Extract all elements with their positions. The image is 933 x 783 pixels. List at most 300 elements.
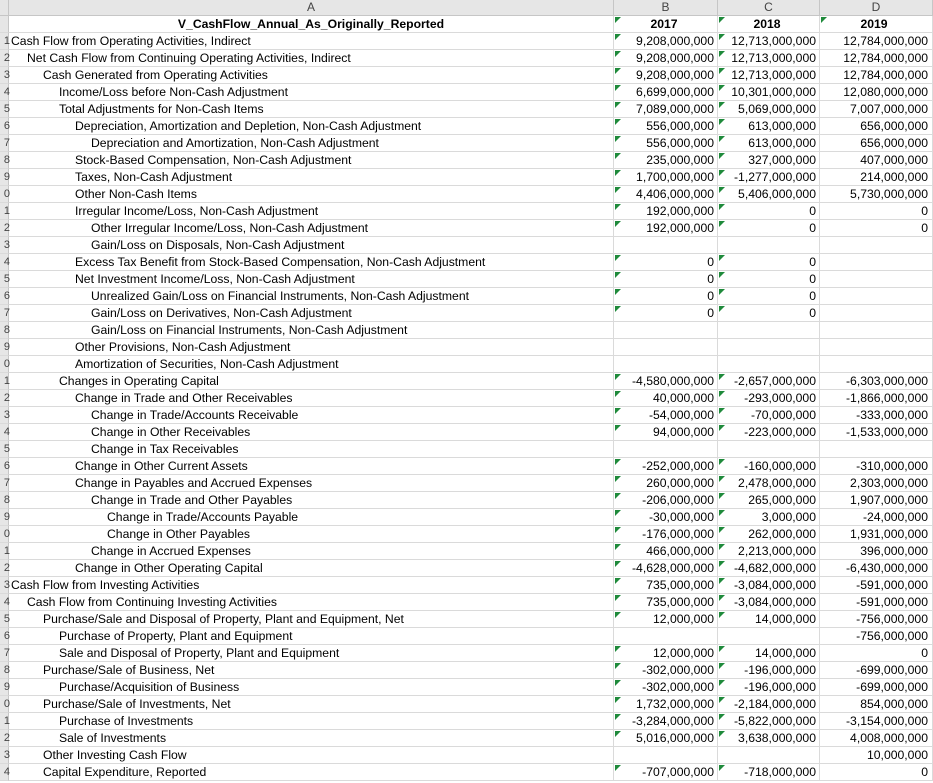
cell-2018-value: 0 <box>809 306 816 320</box>
row-header[interactable] <box>0 475 9 492</box>
number-as-text-indicator-icon <box>615 544 621 550</box>
cell-label[interactable] <box>9 730 614 746</box>
cell-2019[interactable] <box>820 339 933 355</box>
cell-2018[interactable] <box>718 203 820 219</box>
cell-2019[interactable] <box>820 84 933 100</box>
cell-2017[interactable] <box>614 407 718 423</box>
cell-2018[interactable] <box>718 67 820 83</box>
cell-label[interactable] <box>9 152 614 168</box>
cell-2019[interactable] <box>820 220 933 236</box>
row-header[interactable] <box>0 118 9 135</box>
number-as-text-indicator-icon <box>615 425 621 431</box>
cell-2018[interactable] <box>718 526 820 542</box>
cell-2017[interactable] <box>614 186 718 202</box>
row-header[interactable] <box>0 135 9 152</box>
cell-2017[interactable] <box>614 713 718 729</box>
row-header[interactable] <box>0 543 9 560</box>
cell-2019[interactable] <box>820 730 933 746</box>
row-header[interactable] <box>0 373 9 390</box>
cell-2018[interactable] <box>718 339 820 355</box>
cell-2018[interactable] <box>718 288 820 304</box>
row-header[interactable] <box>0 237 9 254</box>
cell-2017[interactable] <box>614 747 718 763</box>
cell-label-value: Gain/Loss on Derivatives, Non-Cash Adjustment <box>91 306 352 320</box>
row-header[interactable] <box>0 696 9 713</box>
row-header[interactable] <box>0 322 9 339</box>
cell-2017[interactable] <box>614 628 718 644</box>
cell-2017[interactable] <box>614 492 718 508</box>
cell-2017[interactable] <box>614 135 718 151</box>
table-row <box>9 594 933 611</box>
row-header[interactable] <box>0 16 9 33</box>
cell-2017[interactable] <box>614 390 718 406</box>
row-header[interactable] <box>0 339 9 356</box>
cell-label[interactable] <box>9 322 614 338</box>
cell-year-2017[interactable] <box>614 16 718 32</box>
cell-label[interactable] <box>9 679 614 695</box>
cell-2019[interactable] <box>820 407 933 423</box>
row-header[interactable] <box>0 101 9 118</box>
table-row <box>9 730 933 747</box>
cell-2017[interactable] <box>614 254 718 270</box>
cell-2017[interactable] <box>614 458 718 474</box>
cell-2019-value: -6,430,000,000 <box>846 561 928 575</box>
cell-2018-value: 14,000,000 <box>755 646 816 660</box>
row-header[interactable] <box>0 509 9 526</box>
cell-2017[interactable] <box>614 237 718 253</box>
cell-2017[interactable] <box>614 339 718 355</box>
row-header[interactable] <box>0 458 9 475</box>
row-header[interactable] <box>0 441 9 458</box>
cell-2018-value: 0 <box>809 221 816 235</box>
cell-label[interactable] <box>9 611 614 627</box>
cell-2017[interactable] <box>614 220 718 236</box>
cell-2018[interactable] <box>718 254 820 270</box>
cell-2018-value: 0 <box>809 272 816 286</box>
row-header[interactable] <box>0 220 9 237</box>
cell-2018[interactable] <box>718 662 820 678</box>
cell-2019[interactable] <box>820 747 933 763</box>
cell-2018[interactable] <box>718 713 820 729</box>
number-as-text-indicator-icon <box>615 34 621 40</box>
cell-label[interactable] <box>9 713 614 729</box>
cell-label[interactable] <box>9 288 614 304</box>
cell-label-value: Amortization of Securities, Non-Cash Adjustment <box>75 357 339 371</box>
cell-year-2018[interactable] <box>718 16 820 32</box>
cell-2018[interactable] <box>718 492 820 508</box>
cell-2017[interactable] <box>614 305 718 321</box>
cell-2018[interactable] <box>718 50 820 66</box>
number-as-text-indicator-icon <box>615 476 621 482</box>
cell-2019[interactable] <box>820 373 933 389</box>
cell-2017-value: 0 <box>707 272 714 286</box>
row-number: 1 <box>3 715 10 727</box>
cell-2018[interactable] <box>718 543 820 559</box>
cell-label[interactable] <box>9 560 614 576</box>
number-as-text-indicator-icon <box>615 68 621 74</box>
row-number: 9 <box>3 511 10 523</box>
cell-label[interactable] <box>9 33 614 49</box>
number-as-text-indicator-icon <box>615 697 621 703</box>
cell-2017[interactable] <box>614 764 718 780</box>
cell-2018[interactable] <box>718 747 820 763</box>
cell-2018-value: 5,069,000,000 <box>738 102 816 116</box>
row-header[interactable] <box>0 764 9 781</box>
cell-2018[interactable] <box>718 305 820 321</box>
cell-2019[interactable] <box>820 662 933 678</box>
cell-2019[interactable] <box>820 475 933 491</box>
row-header[interactable] <box>0 152 9 169</box>
cell-2018[interactable] <box>718 101 820 117</box>
cell-2019[interactable] <box>820 526 933 542</box>
cell-label[interactable] <box>9 407 614 423</box>
row-header[interactable] <box>0 662 9 679</box>
cell-2019[interactable] <box>820 356 933 372</box>
cell-2018[interactable] <box>718 84 820 100</box>
cell-2018[interactable] <box>718 611 820 627</box>
cell-2017-value: 735,000,000 <box>646 595 714 609</box>
row-number: 6 <box>3 460 10 472</box>
row-header[interactable] <box>0 271 9 288</box>
cell-label[interactable] <box>9 305 614 321</box>
cell-2018[interactable] <box>718 322 820 338</box>
table-row <box>9 50 933 67</box>
cell-label[interactable] <box>9 237 614 253</box>
cell-2019[interactable] <box>820 577 933 593</box>
cell-year-2019[interactable] <box>820 16 933 32</box>
cell-2018-value: -718,000,000 <box>744 765 816 779</box>
number-as-text-indicator-icon <box>719 425 725 431</box>
cell-label[interactable] <box>9 135 614 151</box>
cell-2018[interactable] <box>718 271 820 287</box>
cell-2019[interactable] <box>820 594 933 610</box>
row-header[interactable] <box>0 390 9 407</box>
cell-2017-value: 94,000,000 <box>653 425 714 439</box>
cell-label-value: Cash Flow from Operating Activities, Indirect <box>11 34 251 48</box>
cell-label[interactable] <box>9 662 614 678</box>
cell-2017[interactable] <box>614 152 718 168</box>
cell-2017-value: 0 <box>707 255 714 269</box>
cell-2019-value: 656,000,000 <box>860 119 928 133</box>
row-number: 5 <box>3 103 10 115</box>
row-header[interactable] <box>0 713 9 730</box>
row-number: 1 <box>3 35 10 47</box>
cell-2019[interactable] <box>820 101 933 117</box>
cell-2017[interactable] <box>614 662 718 678</box>
column-header-a[interactable]: A <box>9 0 614 16</box>
cell-2017[interactable] <box>614 509 718 525</box>
cell-2018[interactable] <box>718 33 820 49</box>
cell-2019[interactable] <box>820 543 933 559</box>
row-number: 1 <box>3 375 10 387</box>
row-header[interactable] <box>0 730 9 747</box>
cell-2017[interactable] <box>614 356 718 372</box>
cell-2017-value: 9,208,000,000 <box>636 51 714 65</box>
cell-2019[interactable] <box>820 764 933 780</box>
cell-2018[interactable] <box>718 458 820 474</box>
cell-2018[interactable] <box>718 628 820 644</box>
cell-2017[interactable] <box>614 84 718 100</box>
cell-label[interactable] <box>9 594 614 610</box>
cell-2018[interactable] <box>718 696 820 712</box>
row-header[interactable] <box>0 407 9 424</box>
row-header[interactable] <box>0 84 9 101</box>
cell-2018[interactable] <box>718 220 820 236</box>
cell-2018[interactable] <box>718 509 820 525</box>
cell-2017[interactable] <box>614 101 718 117</box>
cell-2019[interactable] <box>820 645 933 661</box>
cell-2017[interactable] <box>614 424 718 440</box>
cell-2017[interactable] <box>614 118 718 134</box>
cell-2018[interactable] <box>718 424 820 440</box>
row-number: 4 <box>3 766 10 778</box>
row-number: 3 <box>3 749 10 761</box>
cell-2019[interactable] <box>820 441 933 457</box>
number-as-text-indicator-icon <box>615 714 621 720</box>
cell-2019[interactable] <box>820 560 933 576</box>
cell-2017[interactable] <box>614 271 718 287</box>
row-header[interactable] <box>0 747 9 764</box>
cell-2019[interactable] <box>820 135 933 151</box>
cell-label-value: Income/Loss before Non-Cash Adjustment <box>59 85 288 99</box>
cell-2017[interactable] <box>614 322 718 338</box>
cell-2017-value: 6,699,000,000 <box>636 85 714 99</box>
cell-2018[interactable] <box>718 475 820 491</box>
cell-2019[interactable] <box>820 50 933 66</box>
cell-2017-value: 12,000,000 <box>653 646 714 660</box>
cell-2018[interactable] <box>718 152 820 168</box>
cell-2018-value: 0 <box>809 204 816 218</box>
cell-label[interactable] <box>9 441 614 457</box>
cell-2017[interactable] <box>614 611 718 627</box>
row-header[interactable] <box>0 288 9 305</box>
cell-2018[interactable] <box>718 441 820 457</box>
cell-label[interactable] <box>9 764 614 780</box>
number-as-text-indicator-icon <box>615 765 621 771</box>
row-header[interactable] <box>0 645 9 662</box>
cell-2018[interactable] <box>718 186 820 202</box>
cell-2019-value: -591,000,000 <box>856 595 928 609</box>
cell-label-value: Other Provisions, Non-Cash Adjustment <box>75 340 291 354</box>
cell-label[interactable] <box>9 696 614 712</box>
cell-2017[interactable] <box>614 67 718 83</box>
cell-2018[interactable] <box>718 730 820 746</box>
cell-title[interactable] <box>9 16 614 32</box>
cell-2017[interactable] <box>614 526 718 542</box>
number-as-text-indicator-icon <box>719 476 725 482</box>
row-header[interactable] <box>0 679 9 696</box>
number-as-text-indicator-icon <box>719 119 725 125</box>
cell-2017[interactable] <box>614 169 718 185</box>
cell-2017-value: -54,000,000 <box>648 408 714 422</box>
column-header-d[interactable]: D <box>820 0 933 16</box>
number-as-text-indicator-icon <box>719 170 725 176</box>
cell-label[interactable] <box>9 339 614 355</box>
cell-2018[interactable] <box>718 560 820 576</box>
cell-2018-value: -223,000,000 <box>744 425 816 439</box>
cell-2018[interactable] <box>718 577 820 593</box>
cell-label[interactable] <box>9 50 614 66</box>
cell-2017[interactable] <box>614 696 718 712</box>
cell-label[interactable] <box>9 577 614 593</box>
cell-label[interactable] <box>9 220 614 236</box>
cell-label[interactable] <box>9 475 614 491</box>
cell-2019[interactable] <box>820 169 933 185</box>
row-header[interactable] <box>0 254 9 271</box>
row-header[interactable] <box>0 67 9 84</box>
cell-2017[interactable] <box>614 203 718 219</box>
row-header[interactable] <box>0 305 9 322</box>
cell-label[interactable] <box>9 492 614 508</box>
cell-2019-value: -699,000,000 <box>856 663 928 677</box>
cell-2017[interactable] <box>614 50 718 66</box>
cell-label[interactable] <box>9 543 614 559</box>
row-header[interactable] <box>0 560 9 577</box>
cell-2019[interactable] <box>820 186 933 202</box>
number-as-text-indicator-icon <box>719 663 725 669</box>
cell-label-value: Sale of Investments <box>59 731 167 745</box>
cell-2019-value: 0 <box>921 765 928 779</box>
cell-2017-value: 40,000,000 <box>653 391 714 405</box>
cell-label[interactable] <box>9 628 614 644</box>
cell-label[interactable] <box>9 458 614 474</box>
cell-2018[interactable] <box>718 679 820 695</box>
table-row <box>9 118 933 135</box>
cell-2019[interactable] <box>820 305 933 321</box>
table-row <box>9 186 933 203</box>
cell-2018-value: 0 <box>809 255 816 269</box>
row-header[interactable] <box>0 169 9 186</box>
cell-2018[interactable] <box>718 169 820 185</box>
cell-2019[interactable] <box>820 237 933 253</box>
cell-label[interactable] <box>9 67 614 83</box>
cell-2019[interactable] <box>820 322 933 338</box>
row-header[interactable] <box>0 492 9 509</box>
cell-2019[interactable] <box>820 390 933 406</box>
cell-label[interactable] <box>9 747 614 763</box>
cell-label[interactable] <box>9 254 614 270</box>
cell-2018[interactable] <box>718 356 820 372</box>
cell-label[interactable] <box>9 373 614 389</box>
cell-label[interactable] <box>9 101 614 117</box>
cell-2019[interactable] <box>820 118 933 134</box>
cell-2018[interactable] <box>718 390 820 406</box>
cell-2017-value: 0 <box>707 306 714 320</box>
cell-2019[interactable] <box>820 628 933 644</box>
row-header[interactable] <box>0 594 9 611</box>
row-number: 6 <box>3 290 10 302</box>
cell-2019[interactable] <box>820 492 933 508</box>
cell-label[interactable] <box>9 645 614 661</box>
cell-label[interactable] <box>9 271 614 287</box>
cell-2017[interactable] <box>614 373 718 389</box>
cell-label[interactable] <box>9 390 614 406</box>
cell-label-value: Net Cash Flow from Continuing Operating Activities, Indirect <box>27 51 351 65</box>
cell-2017[interactable] <box>614 475 718 491</box>
select-all-corner[interactable] <box>0 0 9 16</box>
row-header[interactable] <box>0 611 9 628</box>
cell-label[interactable] <box>9 509 614 525</box>
number-as-text-indicator-icon <box>719 714 725 720</box>
row-header[interactable] <box>0 424 9 441</box>
table-row <box>9 254 933 271</box>
table-row <box>9 288 933 305</box>
cell-2018[interactable] <box>718 407 820 423</box>
cell-2019[interactable] <box>820 611 933 627</box>
cell-2017[interactable] <box>614 730 718 746</box>
cell-2019[interactable] <box>820 152 933 168</box>
cell-2018[interactable] <box>718 237 820 253</box>
row-header[interactable] <box>0 526 9 543</box>
row-header[interactable] <box>0 50 9 67</box>
cell-label[interactable] <box>9 356 614 372</box>
cell-label[interactable] <box>9 169 614 185</box>
cell-2019[interactable] <box>820 33 933 49</box>
number-as-text-indicator-icon <box>719 51 725 57</box>
cell-2018[interactable] <box>718 645 820 661</box>
cell-2017[interactable] <box>614 577 718 593</box>
cell-2018[interactable] <box>718 118 820 134</box>
number-as-text-indicator-icon <box>615 136 621 142</box>
cell-label[interactable] <box>9 203 614 219</box>
cell-2017[interactable] <box>614 594 718 610</box>
cell-label[interactable] <box>9 424 614 440</box>
column-header-c[interactable]: C <box>718 0 820 16</box>
cell-2019[interactable] <box>820 696 933 712</box>
cell-2019[interactable] <box>820 288 933 304</box>
cell-2017[interactable] <box>614 33 718 49</box>
row-header[interactable] <box>0 186 9 203</box>
number-as-text-indicator-icon <box>615 272 621 278</box>
row-header[interactable] <box>0 33 9 50</box>
table-row <box>9 271 933 288</box>
cell-2017-value: 192,000,000 <box>646 221 714 235</box>
cell-2019[interactable] <box>820 67 933 83</box>
table-row <box>9 713 933 730</box>
cell-2019[interactable] <box>820 458 933 474</box>
row-number: 5 <box>3 443 10 455</box>
row-header[interactable] <box>0 203 9 220</box>
cell-label[interactable] <box>9 526 614 542</box>
row-header[interactable] <box>0 628 9 645</box>
cell-2017[interactable] <box>614 543 718 559</box>
cell-2018[interactable] <box>718 135 820 151</box>
cell-2017[interactable] <box>614 645 718 661</box>
cell-2018[interactable] <box>718 764 820 780</box>
cell-2019[interactable] <box>820 509 933 525</box>
cell-2019[interactable] <box>820 679 933 695</box>
cell-2019[interactable] <box>820 271 933 287</box>
cell-label[interactable] <box>9 186 614 202</box>
cell-2017[interactable] <box>614 679 718 695</box>
cell-2018[interactable] <box>718 373 820 389</box>
cell-2018[interactable] <box>718 594 820 610</box>
cell-2017[interactable] <box>614 560 718 576</box>
row-header[interactable] <box>0 356 9 373</box>
cell-2017[interactable] <box>614 441 718 457</box>
cell-2019[interactable] <box>820 254 933 270</box>
cell-label[interactable] <box>9 118 614 134</box>
cell-2019[interactable] <box>820 424 933 440</box>
cell-2019[interactable] <box>820 203 933 219</box>
cell-2019[interactable] <box>820 713 933 729</box>
column-header-b[interactable]: B <box>614 0 718 16</box>
cell-label[interactable] <box>9 84 614 100</box>
cell-2017[interactable] <box>614 288 718 304</box>
cell-label-value: Change in Other Receivables <box>91 425 251 439</box>
number-as-text-indicator-icon <box>615 408 621 414</box>
row-header[interactable] <box>0 577 9 594</box>
